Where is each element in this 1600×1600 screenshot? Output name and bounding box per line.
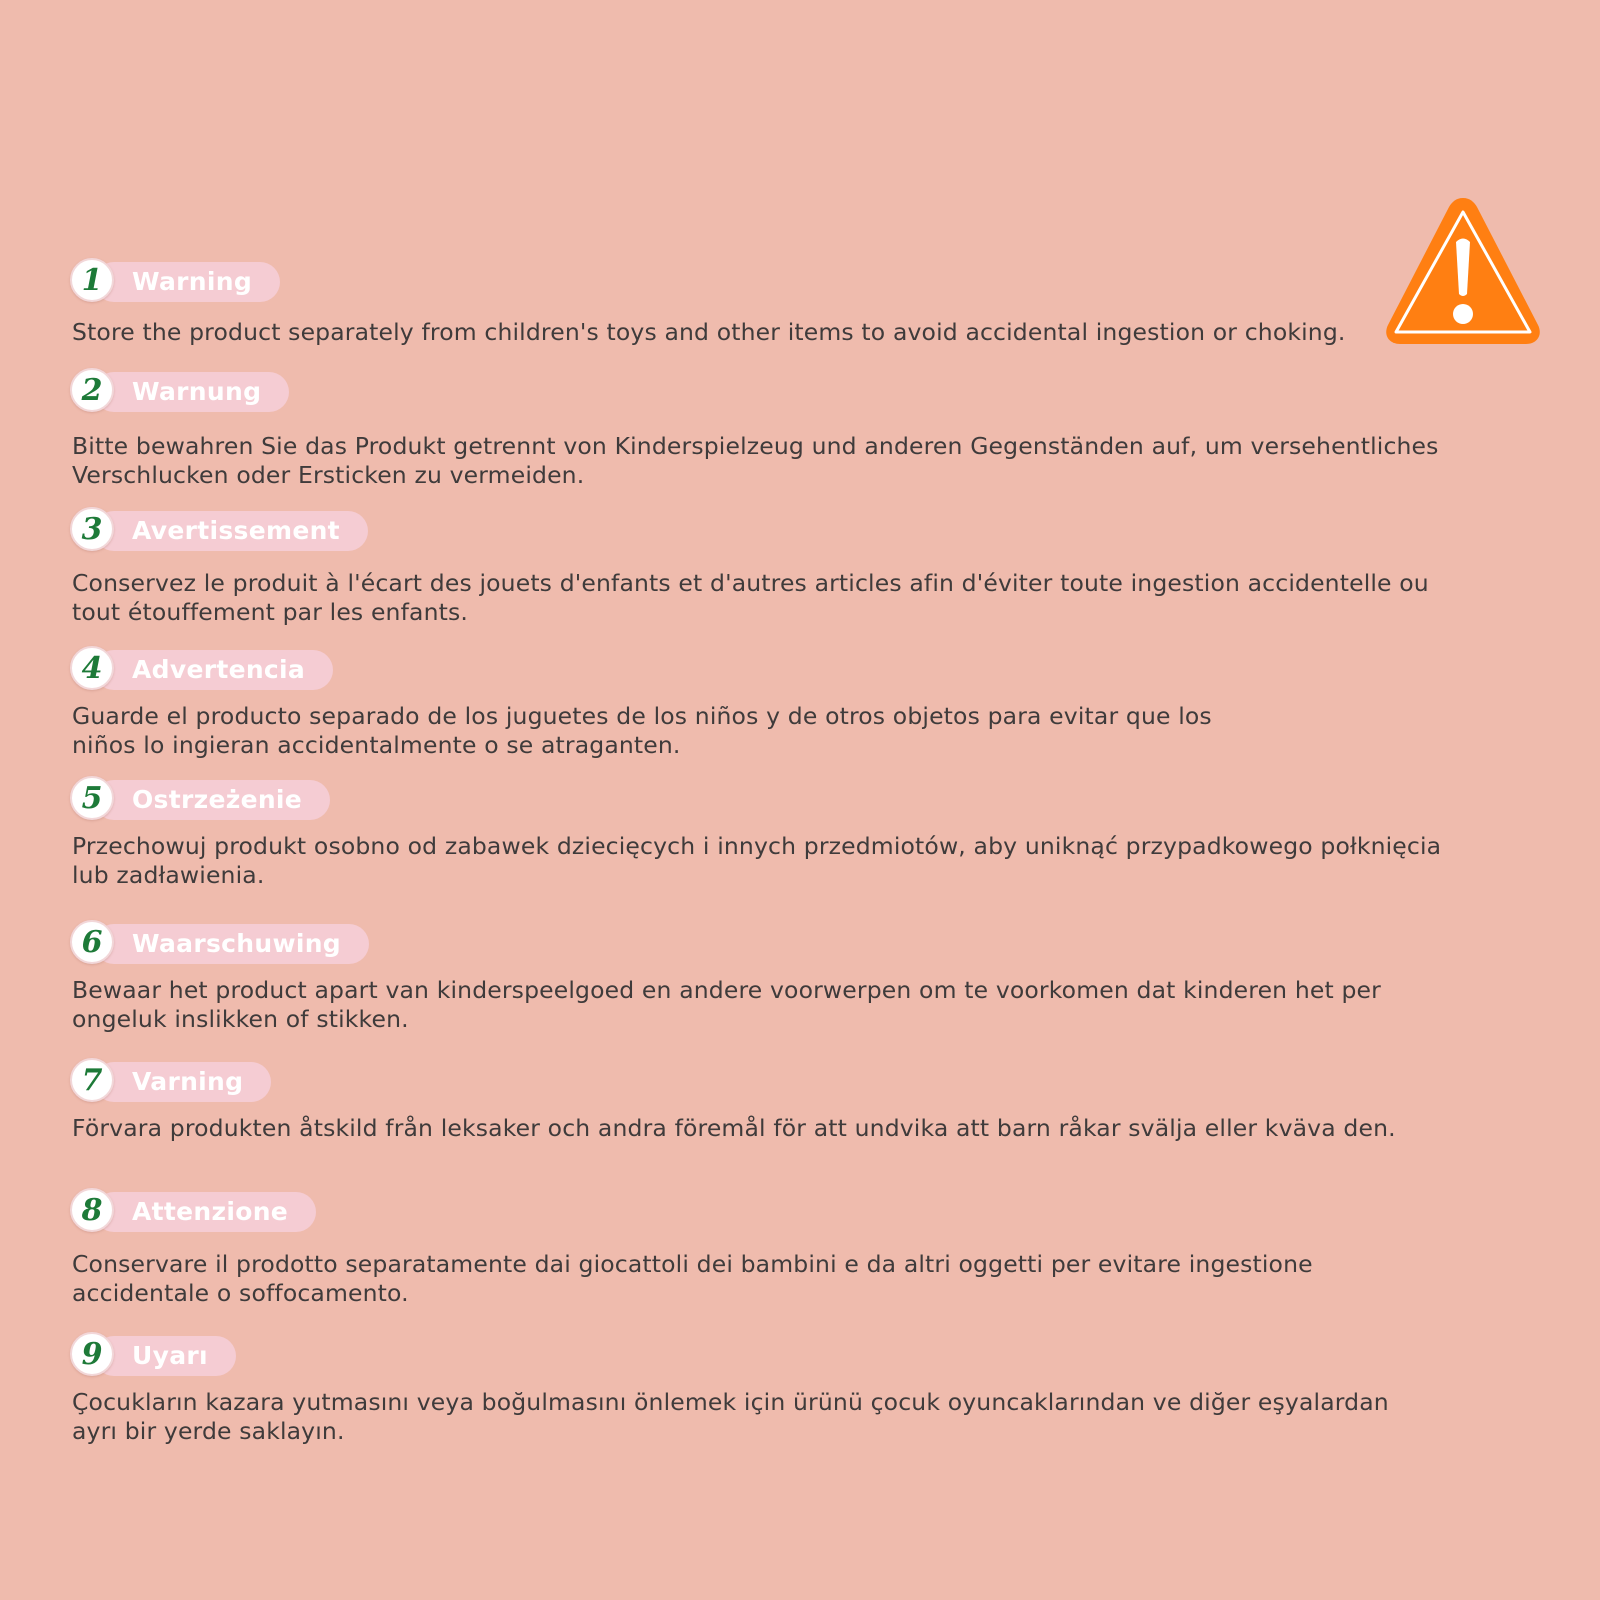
warning-triangle-icon [1380, 190, 1546, 350]
item-number: 8 [70, 1188, 114, 1232]
item-description: Förvara produkten åtskild från leksaker och andra föremål för att undvika att barn råkar svälja eller kväva den. [72, 1114, 1396, 1142]
item-title: Warning [94, 262, 280, 302]
item-number: 9 [70, 1332, 114, 1376]
item-description: Conservare il prodotto separatamente dai giocattoli dei bambini e da altri oggetti per evitare ingestione accidentale o soffocamento. [72, 1250, 1313, 1307]
item-number: 6 [70, 920, 114, 964]
item-number: 4 [70, 646, 114, 690]
item-number: 1 [70, 258, 114, 302]
item-title: Waarschuwing [94, 924, 369, 964]
item-number: 7 [70, 1058, 114, 1102]
item-title: Warnung [94, 372, 289, 412]
item-title: Avertissement [94, 511, 368, 551]
item-number: 2 [70, 368, 114, 412]
item-description: Bitte bewahren Sie das Produkt getrennt von Kinderspielzeug und anderen Gegenständen auf, um versehentliches Verschlucken oder Ersticken zu vermeiden. [72, 432, 1439, 489]
item-description: Guarde el producto separado de los juguetes de los niños y de otros objetos para evitar que los niños lo ingieran accidentalmente o se atraganten. [72, 702, 1212, 759]
item-description: Store the product separately from children's toys and other items to avoid accidental ingestion or choking. [72, 318, 1346, 346]
item-title: Uyarı [94, 1336, 236, 1376]
item-title: Varning [94, 1062, 271, 1102]
item-number: 3 [70, 507, 114, 551]
item-title: Attenzione [94, 1192, 316, 1232]
item-number: 5 [70, 776, 114, 820]
item-title: Ostrzeżenie [94, 780, 330, 820]
item-description: Przechowuj produkt osobno od zabawek dziecięcych i innych przedmiotów, aby uniknąć przypadkowego połknięcia lub zadławienia. [72, 832, 1442, 889]
item-description: Çocukların kazara yutmasını veya boğulmasını önlemek için ürünü çocuk oyuncaklarından ve diğer eşyalardan ayrı bir yerde saklayın. [72, 1388, 1389, 1445]
item-description: Conservez le produit à l'écart des jouets d'enfants et d'autres articles afin d'éviter toute ingestion accidentelle ou tout étouffement par les enfants. [72, 569, 1429, 626]
item-description: Bewaar het product apart van kinderspeelgoed en andere voorwerpen om te voorkomen dat kinderen het per ongeluk inslikken of stikken. [72, 976, 1381, 1033]
item-title: Advertencia [94, 650, 333, 690]
